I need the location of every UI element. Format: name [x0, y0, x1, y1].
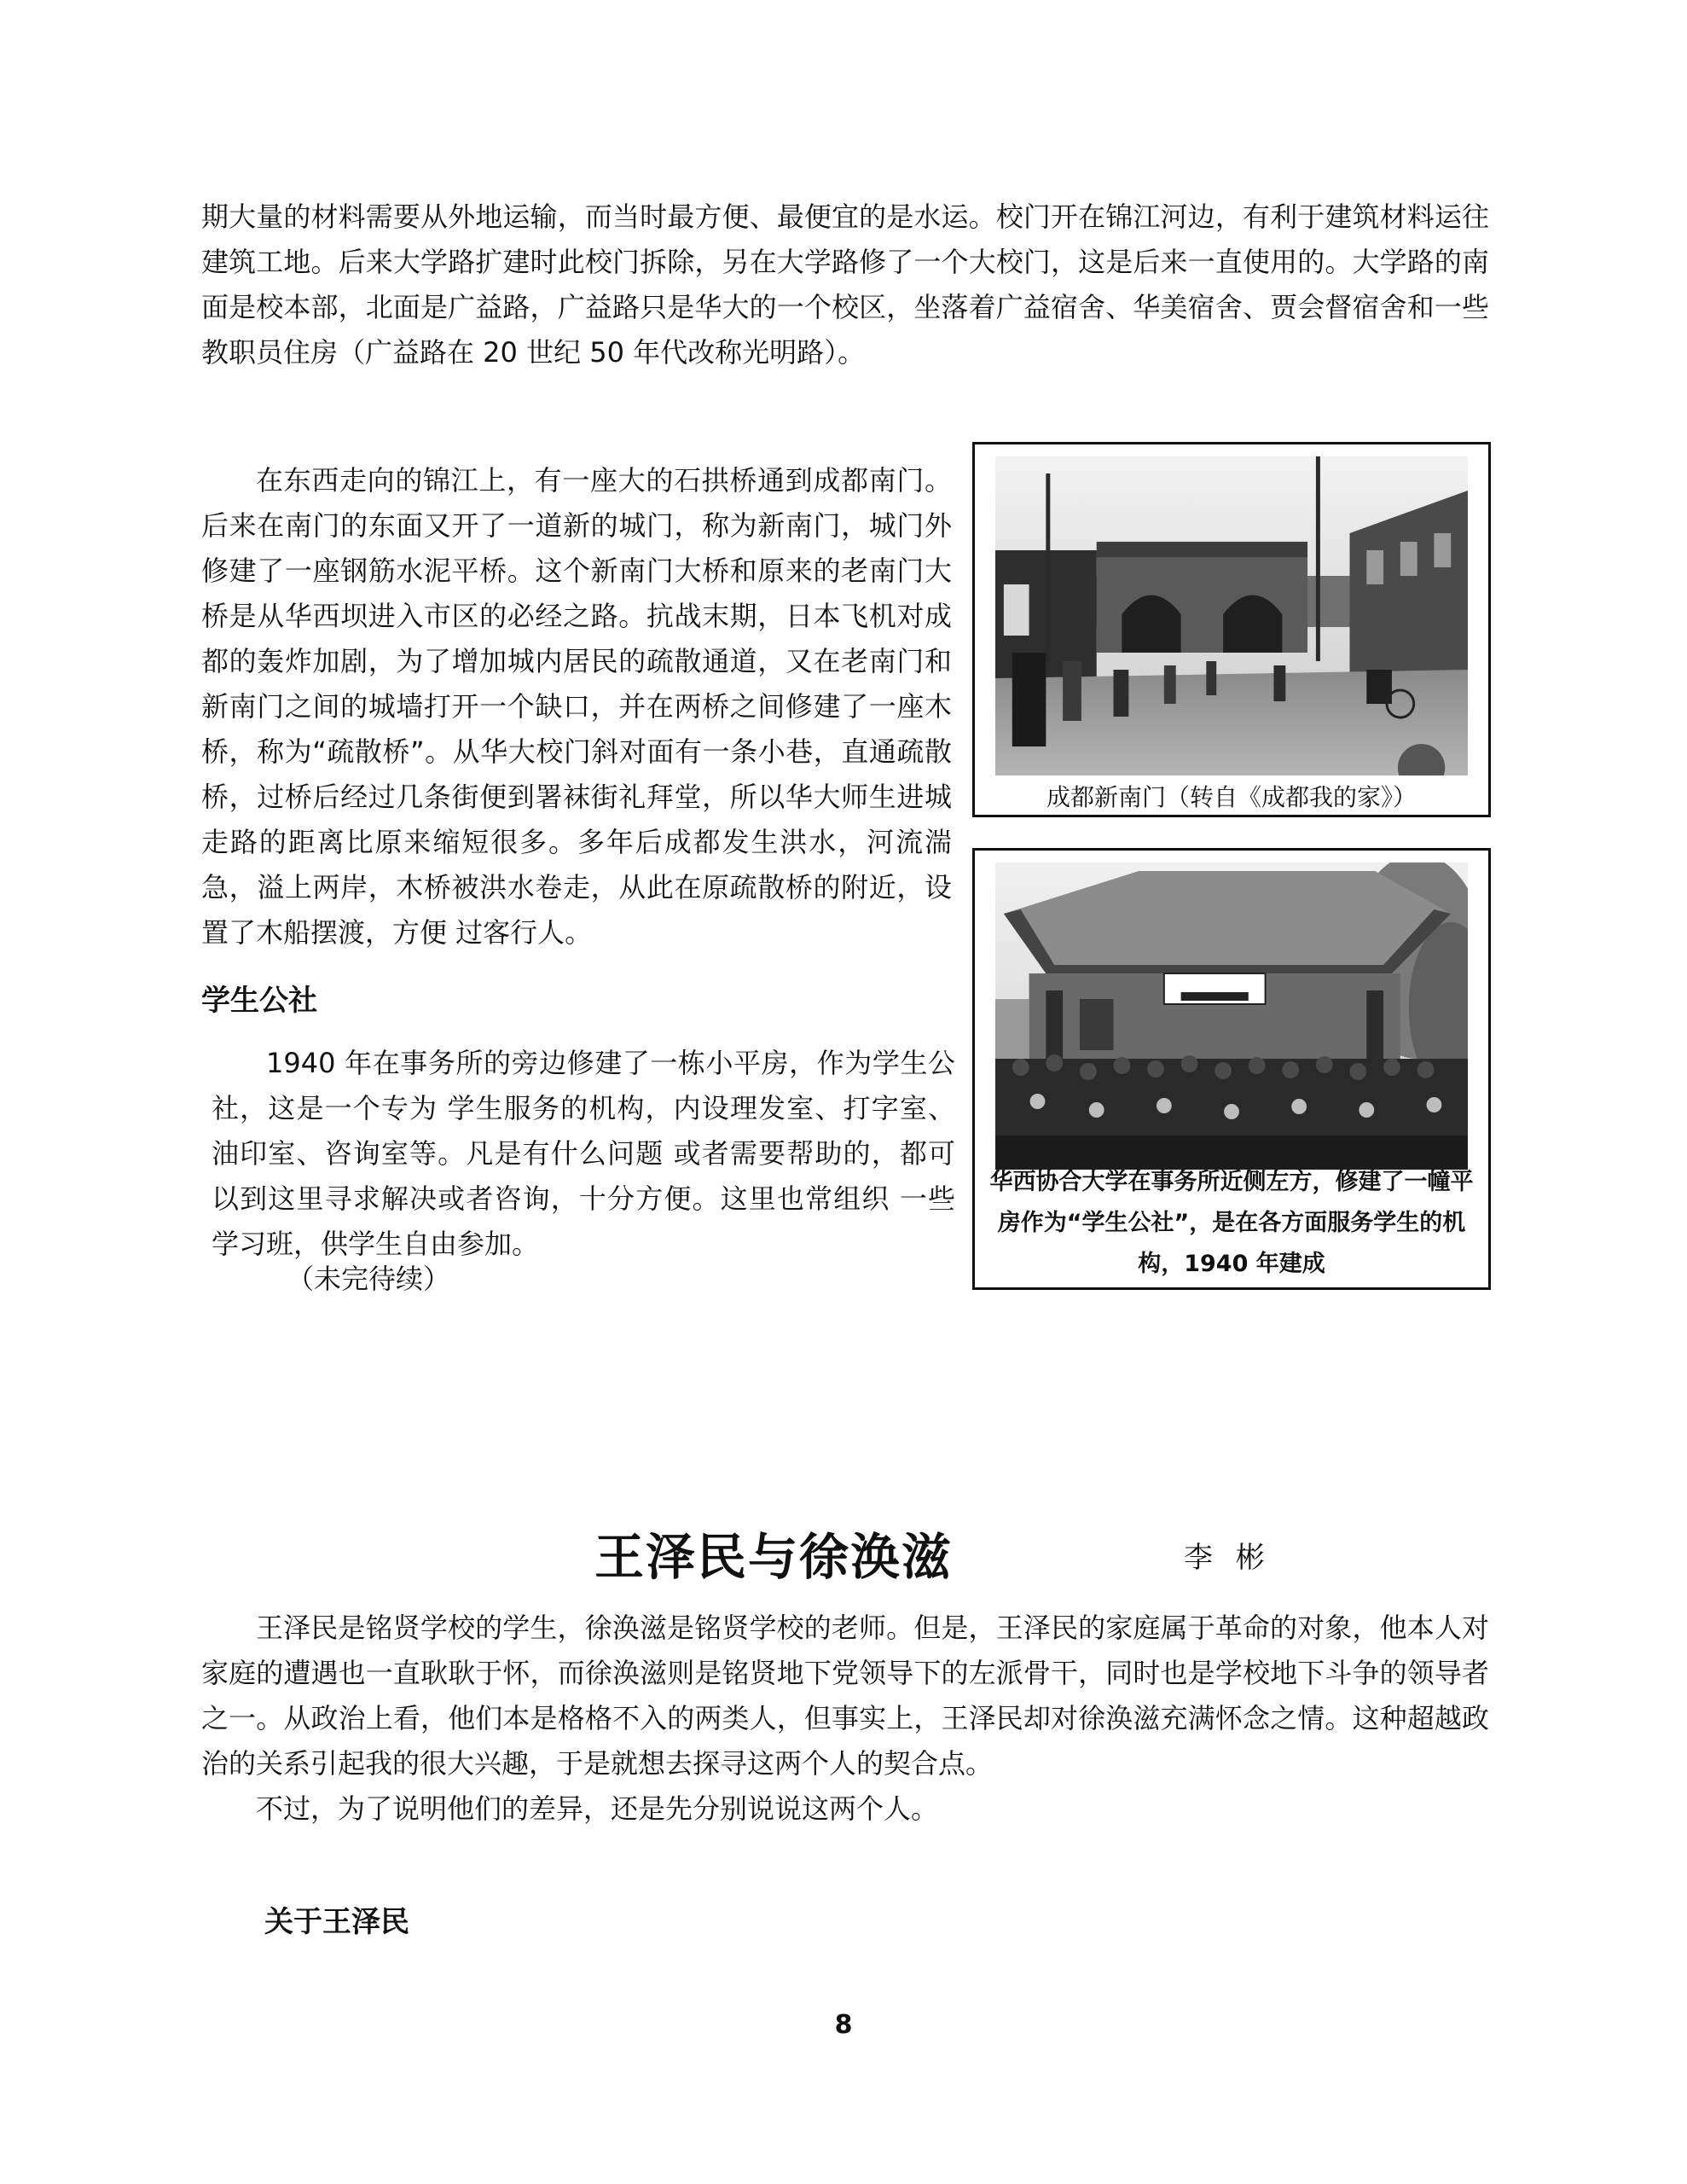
article-title: 王泽民与徐涣滋: [594, 1528, 954, 1586]
south-gate-caption: 成都新南门（转自《成都我的家》）: [1046, 783, 1417, 811]
south-gate-photo-image: [995, 456, 1468, 775]
to-be-continued-note: （未完待续）: [287, 1263, 451, 1295]
continued-paragraph: 期大量的材料需要从外地运输，而当时最方便、最便宜的是水运。校门开在锦江河边，有利于建筑材料运往建筑工地。后来大学路扩建时此校门拆除，另在大学路修了一个大校门，这是后来一直使用的。大学路的南面是校本部，北面是广益路，广益路只是华大的一个校区，坐落着广益宿舍、华美宿舍、贾会督宿舍和一些教职员住房（广益路在 20 世纪 50 年代改称光明路）。: [201, 200, 1489, 369]
about-wang-zemin-heading: 关于王泽民: [264, 1905, 409, 1939]
article-paragraph-1: 王泽民是铭贤学校的学生，徐涣滋是铭贤学校的老师。但是，王泽民的家庭属于革命的对象，他本人对家庭的遭遇也一直耿耿于怀，而徐涣滋则是铭贤地下党领导下的左派骨干，同时也是学校地下斗争的领导者之一。从政治上看，他们本是格格不入的两类人，但事实上，王泽民却对徐涣滋充满怀念之情。这种超越政治的关系引起我的很大兴趣，于是就想去探寻这两个人的契合点。: [201, 1612, 1489, 1780]
bridge-paragraph: 在东西走向的锦江上，有一座大的石拱桥通到成都南门。后来在南门的东面又开了一道新的城门，称为新南门，城门外修建了一座钢筋水泥平桥。这个新南门大桥和原来的老南门大桥是从华西坝进入市区的必经之路。抗战末期，日本飞机对成都的轰炸加剧，为了增加城内居民的疏散通道，又在老南门和新南门之间的城墙打开一个缺口，并在两桥之间修建了一座木桥，称为“疏散桥”。从华大校门斜对面有一条小巷，直通疏散桥，过桥后经过几条街便到署袜街礼拜堂，所以华大师生进城走路的距离比原来缩短很多。多年后成都发生洪水，河流湍急，溢上两岸，木桥被洪水卷走，从此在原疏散桥的附近，设置了木船摆渡，方便 过客行人。: [201, 464, 952, 949]
photo-figure-student-commune: [972, 848, 1491, 1290]
student-commune-heading: 学生公社: [201, 984, 317, 1018]
page-number: 8: [834, 2010, 853, 2040]
student-commune-caption: 华西协合大学在事务所近侧左方，修建了一幢平房作为“学生公社”，是在各方面服务学生的机构，1940 年建成: [989, 1169, 1474, 1277]
article-paragraph-2: 不过，为了说明他们的差异，还是先分别说说这两个人。: [256, 1792, 939, 1825]
article-author: 李 彬: [1184, 1541, 1272, 1575]
student-commune-photo: [995, 863, 1468, 1170]
student-commune-photo-image: [995, 863, 1468, 1170]
south-gate-photo: [995, 456, 1468, 775]
photo-figure-south-gate: [972, 442, 1491, 817]
article-body: [201, 1606, 1489, 1832]
student-commune-paragraph: 1940 年在事务所的旁边修建了一栋小平房，作为学生公社，这是一个专为 学生服务的机构，内设理发室、打字室、油印室、咨询室等。凡是有什么问题 或者需要帮助的，都可以到这里寻求解决或者咨询，十分方便。这里也常组织 一些学习班，供学生自由参加。: [212, 1047, 955, 1260]
